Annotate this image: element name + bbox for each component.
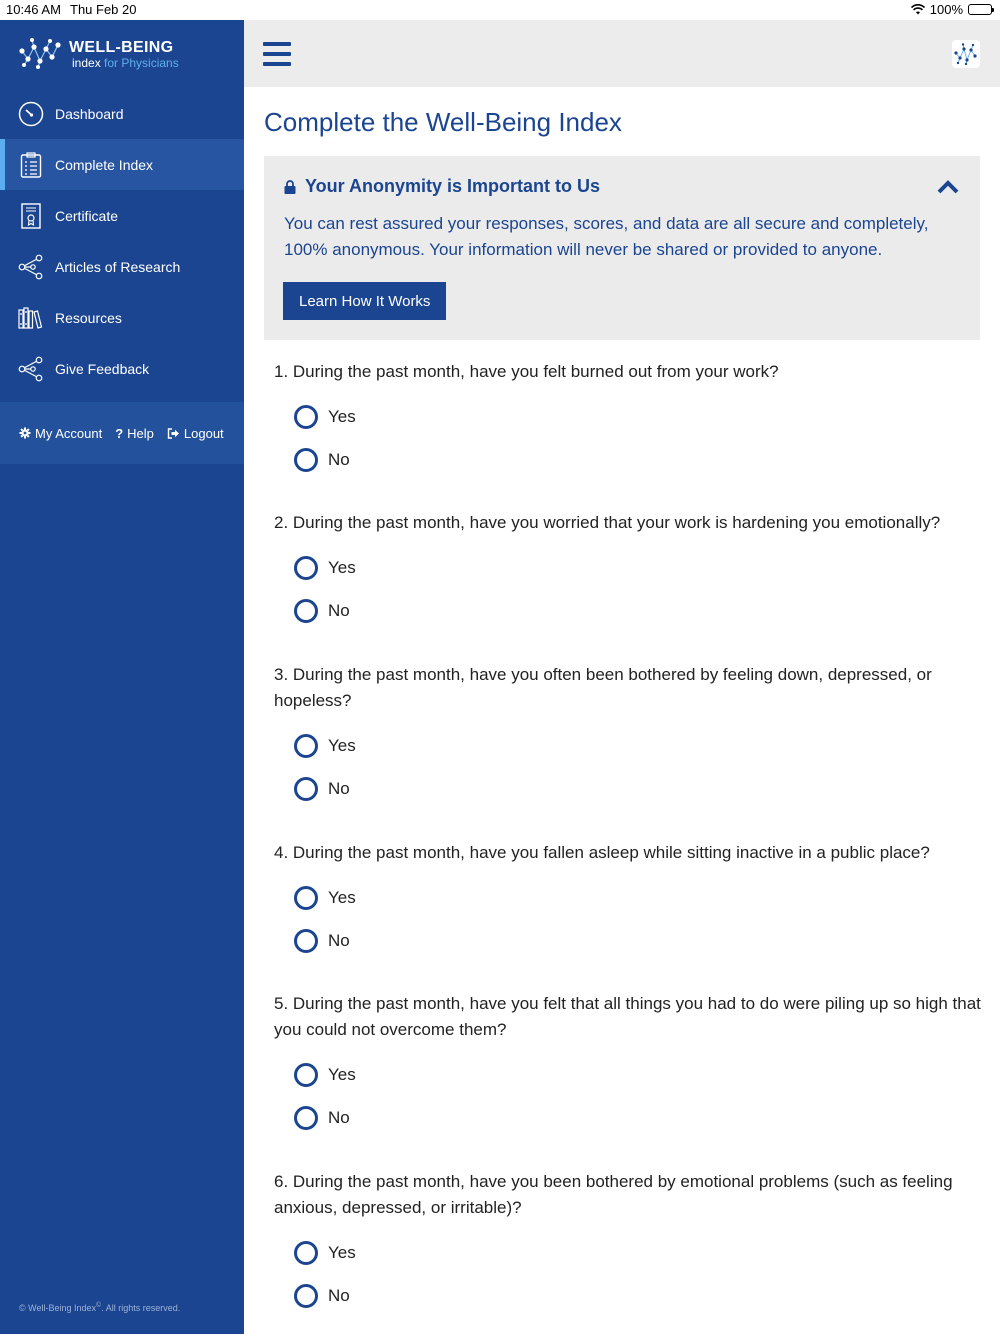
question-text: 2. During the past month, have you worried that your work is hardening you emotionally? — [274, 513, 941, 532]
sidebar-item-label: Certificate — [55, 207, 119, 224]
wifi-icon — [911, 4, 925, 15]
books-icon — [17, 304, 44, 331]
radio-option-yes[interactable] — [274, 395, 984, 438]
logout-icon — [167, 428, 180, 439]
option-label: Yes — [328, 1064, 356, 1084]
option-label: No — [328, 449, 350, 469]
sidebar-item-label: Articles of Research — [55, 258, 181, 275]
logout-label: Logout — [183, 425, 224, 441]
radio-circle[interactable] — [294, 448, 318, 472]
radio-option-yes[interactable] — [274, 724, 984, 767]
radio-circle[interactable] — [294, 556, 318, 580]
clipboard-checklist-icon — [17, 151, 44, 178]
sidebar — [0, 20, 244, 1334]
radio-option-no[interactable] — [274, 438, 984, 481]
learn-how-it-works-button[interactable]: Learn How It Works — [283, 282, 446, 320]
option-label: Yes — [328, 557, 356, 577]
status-bar — [0, 0, 1000, 20]
option-label: Yes — [328, 887, 356, 907]
radio-circle[interactable] — [294, 1106, 318, 1130]
question-text: 1. During the past month, have you felt burned out from your work? — [274, 362, 779, 381]
page-title: Complete the Well-Being Index — [264, 107, 622, 137]
certificate-icon — [17, 202, 44, 229]
radio-circle[interactable] — [294, 886, 318, 910]
sidebar-item-give-feedback[interactable] — [0, 343, 244, 394]
option-label: No — [328, 930, 350, 950]
app-logo-icon — [952, 40, 980, 68]
sidebar-item-certificate[interactable] — [0, 190, 244, 241]
radio-option-yes[interactable] — [274, 1231, 984, 1274]
radio-circle[interactable] — [294, 1241, 318, 1265]
top-bar — [244, 20, 1000, 87]
question — [274, 662, 984, 810]
sidebar-item-label: Give Feedback — [55, 360, 150, 377]
option-label: No — [328, 1107, 350, 1127]
sidebar-item-label: Complete Index — [55, 156, 154, 173]
radio-option-no[interactable] — [274, 919, 984, 962]
radio-option-no[interactable] — [274, 1096, 984, 1139]
option-label: Yes — [328, 1242, 356, 1262]
radio-circle[interactable] — [294, 405, 318, 429]
copyright-brand: Well-Being Index — [28, 1303, 97, 1313]
status-right — [911, 2, 992, 17]
radio-option-no[interactable] — [274, 589, 984, 632]
radio-circle[interactable] — [294, 777, 318, 801]
question-text: 4. During the past month, have you fallen asleep while sitting inactive in a public place? — [274, 843, 930, 862]
question — [274, 840, 984, 962]
anonymity-body: You can rest assured your responses, scores, and data are all secure and completely, 100% anonymous. Your information will never be shared or provided to anyone. — [284, 214, 929, 259]
question-text: 5. During the past month, have you felt that all things you had to do were piling up so high that you could not overcome them? — [274, 994, 981, 1039]
my-account-link[interactable] — [19, 426, 102, 441]
radio-option-yes[interactable] — [274, 1053, 984, 1096]
anonymity-panel — [264, 156, 980, 340]
lock-icon — [284, 180, 296, 194]
brand-subtitle — [72, 56, 179, 70]
sidebar-item-resources[interactable] — [0, 292, 244, 343]
radio-option-yes[interactable] — [274, 876, 984, 919]
sidebar-item-dashboard[interactable] — [0, 88, 244, 139]
radio-circle[interactable] — [294, 929, 318, 953]
question — [274, 510, 984, 632]
option-label: No — [328, 778, 350, 798]
question-mark-icon: ? — [115, 425, 124, 441]
share-network-icon — [17, 253, 44, 280]
chevron-up-icon[interactable] — [936, 178, 960, 196]
option-label: No — [328, 1285, 350, 1305]
well-being-logo-icon — [18, 37, 62, 69]
share-network-icon — [17, 355, 44, 382]
sidebar-item-articles-of-research[interactable] — [0, 241, 244, 292]
help-label: Help — [127, 425, 154, 441]
anonymity-panel-title — [284, 176, 600, 197]
battery-percent: 100% — [929, 2, 963, 17]
dashboard-gauge-icon — [17, 100, 44, 127]
radio-circle[interactable] — [294, 1063, 318, 1087]
status-date: Thu Feb 20 — [70, 2, 137, 17]
question — [274, 1169, 984, 1317]
question — [274, 359, 984, 481]
status-time: 10:46 AM — [6, 2, 61, 17]
question-text: 6. During the past month, have you been bothered by emotional problems (such as feeling anxious, depressed, or irritable)? — [274, 1172, 953, 1217]
option-label: Yes — [328, 735, 356, 755]
option-label: Yes — [328, 406, 356, 426]
copyright: © Well-Being Index©. All rights reserved. — [19, 1302, 181, 1313]
brand-sub-prefix: index — [72, 56, 101, 70]
account-bar — [0, 402, 244, 464]
radio-circle[interactable] — [294, 1284, 318, 1308]
radio-circle[interactable] — [294, 734, 318, 758]
battery-icon — [968, 4, 992, 15]
option-label: No — [328, 600, 350, 620]
hamburger-menu-icon[interactable] — [263, 42, 291, 66]
question-text: 3. During the past month, have you often been bothered by feeling down, depressed, or hopeless? — [274, 665, 932, 710]
sidebar-item-label: Dashboard — [55, 105, 124, 122]
logout-link[interactable] — [167, 426, 224, 441]
question — [274, 991, 984, 1139]
copyright-tail: . All rights reserved. — [101, 1303, 181, 1313]
radio-option-no[interactable] — [274, 1274, 984, 1317]
radio-option-no[interactable] — [274, 767, 984, 810]
radio-option-yes[interactable] — [274, 546, 984, 589]
brand-sub-suffix: for Physicians — [104, 56, 179, 70]
brand-name: WELL-BEING — [69, 39, 174, 56]
radio-circle[interactable] — [294, 599, 318, 623]
brand[interactable] — [0, 20, 244, 88]
sidebar-item-label: Resources — [55, 309, 122, 326]
sidebar-item-complete-index[interactable] — [0, 139, 244, 190]
gear-icon — [19, 427, 31, 439]
anonymity-title-text: Your Anonymity is Important to Us — [305, 176, 601, 196]
my-account-label: My Account — [35, 425, 103, 441]
help-link[interactable] — [115, 426, 154, 441]
